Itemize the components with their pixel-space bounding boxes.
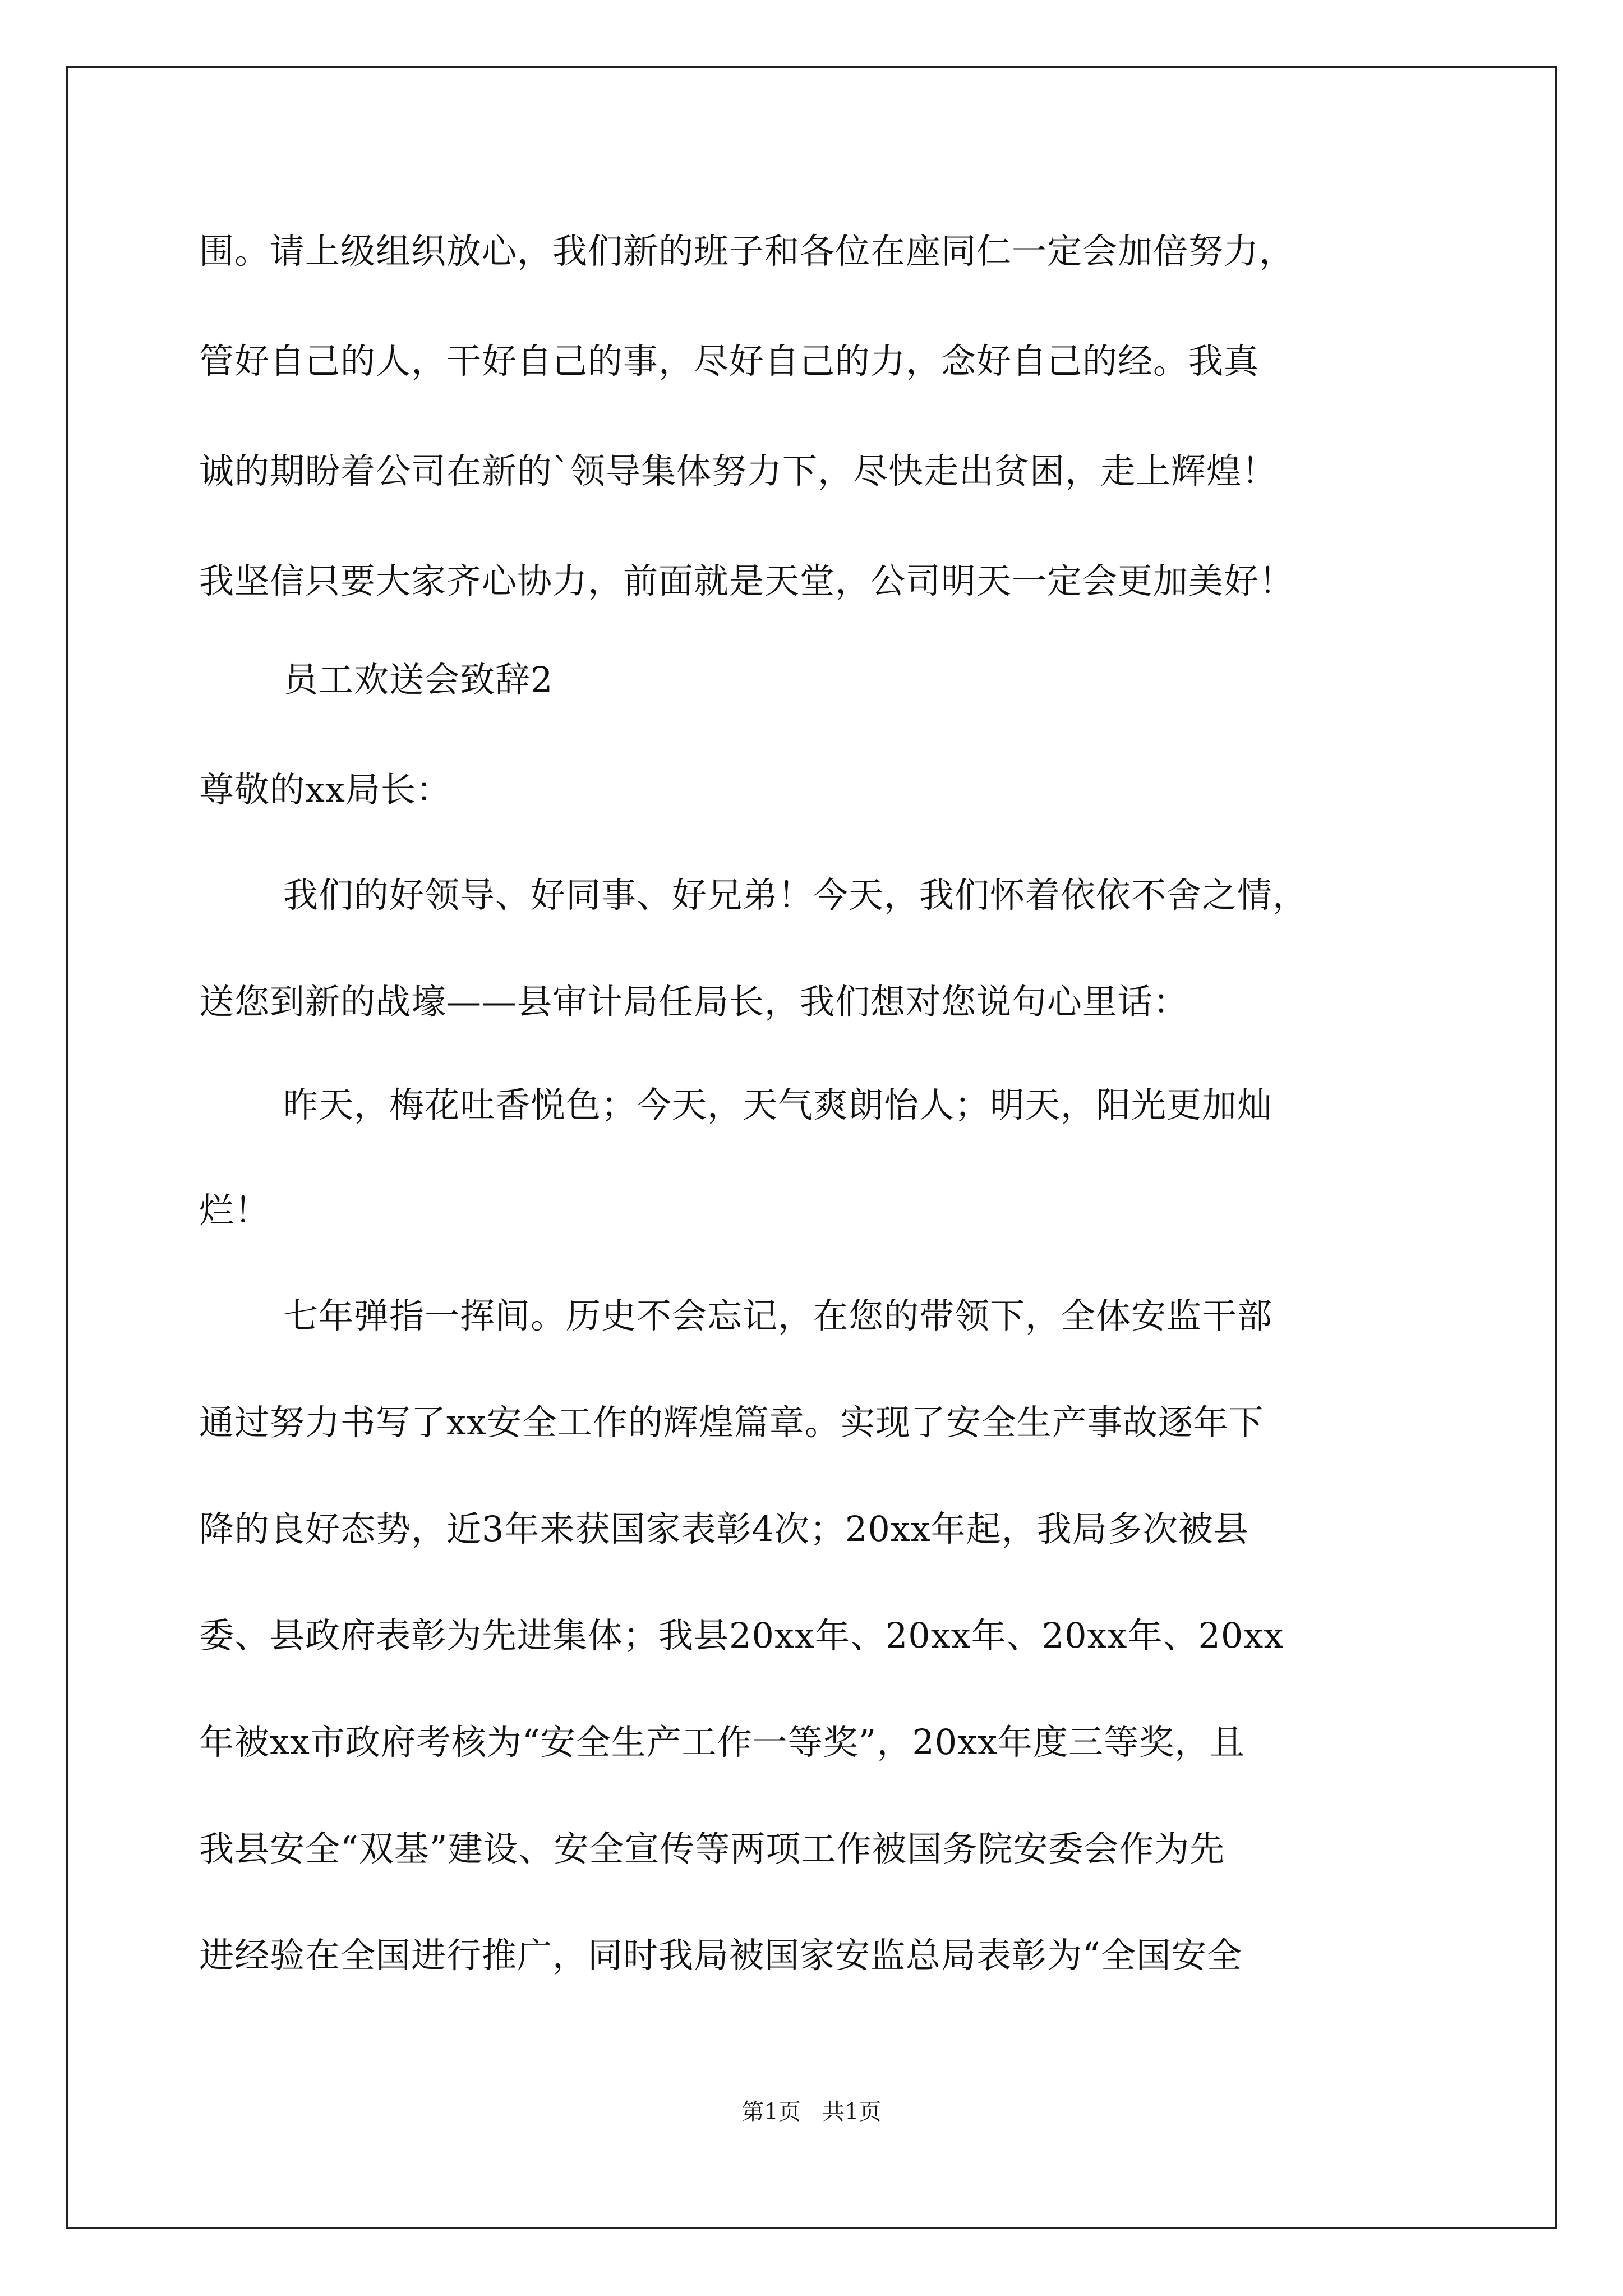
paragraph-line: 通过努力书写了xx安全工作的辉煌篇章。实现了安全生产事故逐年下 (199, 1402, 1264, 1443)
paragraph-line: 七年弹指一挥间。历史不会忘记，在您的带领下，全体安监干部 (283, 1295, 1273, 1336)
paragraph-line: 年被xx市政府考核为“安全生产工作一等奖”，20xx年度三等奖，且 (199, 1722, 1246, 1763)
paragraph-line: 诚的期盼着公司在新的`领导集体努力下，尽快走出贫困，走上辉煌！ (199, 450, 1278, 491)
paragraph-line: 送您到新的战壕——县审计局任局长，我们想对您说句心里话： (199, 981, 1189, 1022)
paragraph-line: 进经验在全国进行推广，同时我局被国家安监总局表彰为“全国安全 (199, 1935, 1242, 1976)
page-frame (66, 66, 1557, 2229)
paragraph-line: 围。请上级组织放心，我们新的班子和各位在座同仁一定会加倍努力， (199, 231, 1295, 272)
section-heading: 员工欢送会致辞2 (283, 659, 554, 700)
salutation: 尊敬的xx局长： (199, 769, 451, 810)
paragraph-line: 委、县政府表彰为先进集体；我县20xx年、20xx年、20xx年、20xx (199, 1615, 1284, 1656)
paragraph-line: 管好自己的人，干好自己的事，尽好自己的力，念好自己的经。我真 (199, 341, 1260, 381)
paragraph-line: 烂！ (199, 1190, 270, 1231)
paragraph-line: 降的良好态势，近3年来获国家表彰4次；20xx年起，我局多次被县 (199, 1508, 1249, 1549)
page-footer: 第1页 共1页 (741, 2099, 882, 2125)
paragraph-line: 我坚信只要大家齐心协力，前面就是天堂，公司明天一定会更加美好！ (199, 560, 1295, 601)
paragraph-line: 我县安全“双基”建设、安全宣传等两项工作被国务院安委会作为先 (199, 1828, 1225, 1869)
paragraph-line: 昨天，梅花吐香悦色；今天，天气爽朗怡人；明天，阳光更加灿 (283, 1084, 1273, 1125)
paragraph-line: 我们的好领导、好同事、好兄弟！今天，我们怀着依依不舍之情， (283, 875, 1308, 915)
